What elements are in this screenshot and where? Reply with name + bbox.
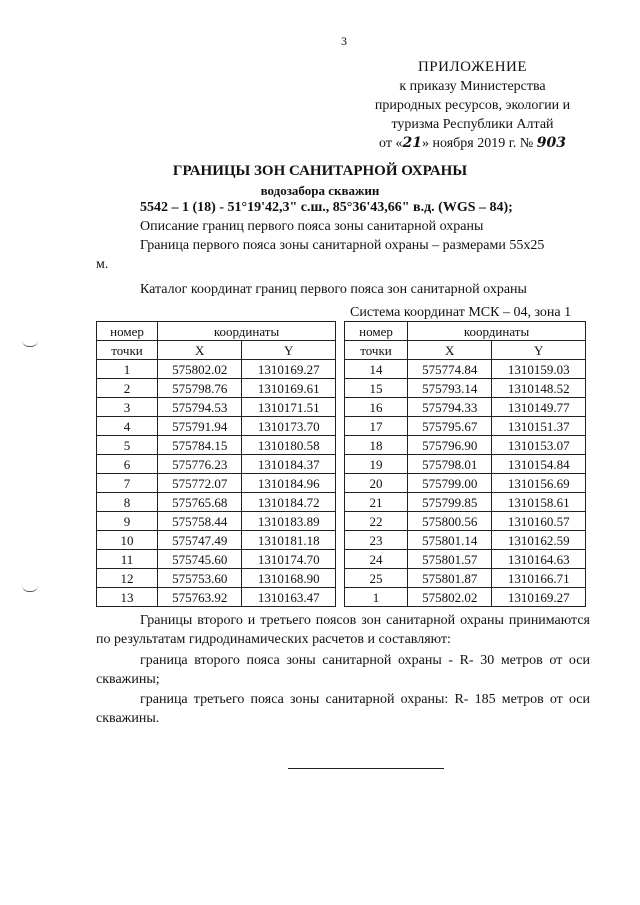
x-cell: 575798.01 <box>408 455 492 474</box>
table-row <box>345 379 586 398</box>
well-coordinates: 5542 – 1 (18) - 51°19'42,3" с.ш., 85°36'43,66" в.д. (WGS – 84); <box>140 200 513 215</box>
catalog-title: Каталог координат границ первого пояса зон санитарной охраны <box>140 282 527 297</box>
y-cell: 1310159.03 <box>492 360 586 379</box>
page-number: 3 <box>341 34 347 48</box>
x-cell: 575774.84 <box>408 360 492 379</box>
table-row <box>97 569 336 588</box>
y-cell: 1310184.37 <box>242 455 336 474</box>
table-row <box>97 360 336 379</box>
table-row <box>345 417 586 436</box>
y-cell: 1310156.69 <box>492 474 586 493</box>
date-suffix: » ноября 2019 г. № <box>421 136 534 151</box>
x-cell: 575793.14 <box>408 379 492 398</box>
y-cell: 1310184.72 <box>242 493 336 512</box>
point-number-cell: 2 <box>97 379 158 398</box>
appendix-line-2: природных ресурсов, экологии и <box>374 98 571 113</box>
y-cell: 1310169.27 <box>242 360 336 379</box>
point-number-cell: 12 <box>97 569 158 588</box>
header-coordinates: координаты <box>158 322 336 341</box>
point-number-cell: 14 <box>345 360 408 379</box>
x-cell: 575795.67 <box>408 417 492 436</box>
header-point-number: номер <box>97 322 158 341</box>
point-number-cell: 20 <box>345 474 408 493</box>
appendix-line-3: туризма Республики Алтай <box>391 117 554 132</box>
appendix-title: ПРИЛОЖЕНИЕ <box>417 59 528 75</box>
y-cell: 1310162.59 <box>492 531 586 550</box>
second-zone-paragraph: граница второго пояса зоны санитарной охраны - R- 30 метров от оси скважины; <box>96 653 590 687</box>
x-cell: 575747.49 <box>158 531 242 550</box>
description-line-2-cont: м. <box>96 257 109 272</box>
x-cell: 575753.60 <box>158 569 242 588</box>
point-number-cell: 23 <box>345 531 408 550</box>
date-prefix: от « <box>379 136 403 151</box>
point-number-cell: 13 <box>97 588 158 607</box>
point-number-cell: 11 <box>97 550 158 569</box>
table-row <box>345 474 586 493</box>
document-subtitle: водозабора скважин <box>260 183 380 198</box>
x-cell: 575799.00 <box>408 474 492 493</box>
y-cell: 1310174.70 <box>242 550 336 569</box>
y-cell: 1310184.96 <box>242 474 336 493</box>
table-row <box>97 455 336 474</box>
margin-mark <box>22 585 38 592</box>
third-zone-paragraph: граница третьего пояса зоны санитарной охраны: R- 185 метров от оси скважины. <box>96 692 590 726</box>
y-cell: 1310181.18 <box>242 531 336 550</box>
x-cell: 575763.92 <box>158 588 242 607</box>
header-x: X <box>158 341 242 360</box>
x-cell: 575801.87 <box>408 569 492 588</box>
coordinate-system: Система координат МСК – 04, зона 1 <box>350 305 572 320</box>
y-cell: 1310173.70 <box>242 417 336 436</box>
zones-paragraph: Границы второго и третьего поясов зон санитарной охраны принимаются по результатам гидродинамических расчетов и составляют: <box>96 613 590 647</box>
point-number-cell: 7 <box>97 474 158 493</box>
x-cell: 575801.57 <box>408 550 492 569</box>
y-cell: 1310148.52 <box>492 379 586 398</box>
x-cell: 575794.33 <box>408 398 492 417</box>
date-day: 21 <box>402 135 422 151</box>
y-cell: 1310183.89 <box>242 512 336 531</box>
point-number-cell: 9 <box>97 512 158 531</box>
x-cell: 575791.94 <box>158 417 242 436</box>
x-cell: 575758.44 <box>158 512 242 531</box>
appendix-line-1: к приказу Министерства <box>399 79 546 94</box>
table-row <box>345 398 586 417</box>
y-cell: 1310154.84 <box>492 455 586 474</box>
point-number-cell: 24 <box>345 550 408 569</box>
table-row <box>345 588 586 607</box>
x-cell: 575745.60 <box>158 550 242 569</box>
x-cell: 575796.90 <box>408 436 492 455</box>
header-y: Y <box>242 341 336 360</box>
y-cell: 1310180.58 <box>242 436 336 455</box>
y-cell: 1310166.71 <box>492 569 586 588</box>
y-cell: 1310164.63 <box>492 550 586 569</box>
header-coordinates: координаты <box>408 322 586 341</box>
table-row <box>97 588 336 607</box>
y-cell: 1310151.37 <box>492 417 586 436</box>
table-row <box>345 512 586 531</box>
coordinates-table-left <box>96 321 336 607</box>
table-row <box>345 493 586 512</box>
point-number-cell: 1 <box>345 588 408 607</box>
x-cell: 575801.14 <box>408 531 492 550</box>
point-number-cell: 21 <box>345 493 408 512</box>
header-point-number: номер <box>345 322 408 341</box>
point-number-cell: 4 <box>97 417 158 436</box>
description-line-1: Описание границ первого пояса зоны санитарной охраны <box>140 219 484 234</box>
appendix-block <box>340 58 605 153</box>
x-cell: 575784.15 <box>158 436 242 455</box>
description-line-2: Граница первого пояса зоны санитарной охраны – размерами 55х25 <box>140 238 545 253</box>
table-row <box>345 455 586 474</box>
x-cell: 575765.68 <box>158 493 242 512</box>
table-row <box>345 531 586 550</box>
point-number-cell: 19 <box>345 455 408 474</box>
table-row <box>97 512 336 531</box>
x-cell: 575798.76 <box>158 379 242 398</box>
coordinates-table-right <box>344 321 586 607</box>
x-cell: 575776.23 <box>158 455 242 474</box>
point-number-cell: 1 <box>97 360 158 379</box>
table-row <box>97 398 336 417</box>
table-row <box>97 474 336 493</box>
y-cell: 1310149.77 <box>492 398 586 417</box>
end-rule <box>288 768 444 769</box>
margin-mark <box>22 340 38 347</box>
y-cell: 1310171.51 <box>242 398 336 417</box>
point-number-cell: 22 <box>345 512 408 531</box>
point-number-cell: 15 <box>345 379 408 398</box>
y-cell: 1310158.61 <box>492 493 586 512</box>
x-cell: 575802.02 <box>408 588 492 607</box>
point-number-cell: 16 <box>345 398 408 417</box>
header-y: Y <box>492 341 586 360</box>
table-row <box>97 550 336 569</box>
table-row <box>345 360 586 379</box>
table-row <box>345 436 586 455</box>
y-cell: 1310169.27 <box>492 588 586 607</box>
table-row <box>97 436 336 455</box>
y-cell: 1310153.07 <box>492 436 586 455</box>
point-number-cell: 18 <box>345 436 408 455</box>
x-cell: 575772.07 <box>158 474 242 493</box>
x-cell: 575799.85 <box>408 493 492 512</box>
table-row <box>97 493 336 512</box>
point-number-cell: 3 <box>97 398 158 417</box>
point-number-cell: 8 <box>97 493 158 512</box>
y-cell: 1310163.47 <box>242 588 336 607</box>
y-cell: 1310168.90 <box>242 569 336 588</box>
y-cell: 1310160.57 <box>492 512 586 531</box>
x-cell: 575800.56 <box>408 512 492 531</box>
point-number-cell: 10 <box>97 531 158 550</box>
x-cell: 575802.02 <box>158 360 242 379</box>
order-number: 903 <box>536 135 566 151</box>
y-cell: 1310169.61 <box>242 379 336 398</box>
point-number-cell: 5 <box>97 436 158 455</box>
table-row <box>97 531 336 550</box>
table-row <box>97 379 336 398</box>
header-point-number-2: точки <box>97 341 158 360</box>
header-x: X <box>408 341 492 360</box>
table-row <box>345 550 586 569</box>
table-row <box>345 569 586 588</box>
header-point-number-2: точки <box>345 341 408 360</box>
point-number-cell: 17 <box>345 417 408 436</box>
point-number-cell: 25 <box>345 569 408 588</box>
point-number-cell: 6 <box>97 455 158 474</box>
x-cell: 575794.53 <box>158 398 242 417</box>
appendix-date-line <box>340 134 605 153</box>
document-title: ГРАНИЦЫ ЗОН САНИТАРНОЙ ОХРАНЫ <box>172 163 468 179</box>
table-row <box>97 417 336 436</box>
